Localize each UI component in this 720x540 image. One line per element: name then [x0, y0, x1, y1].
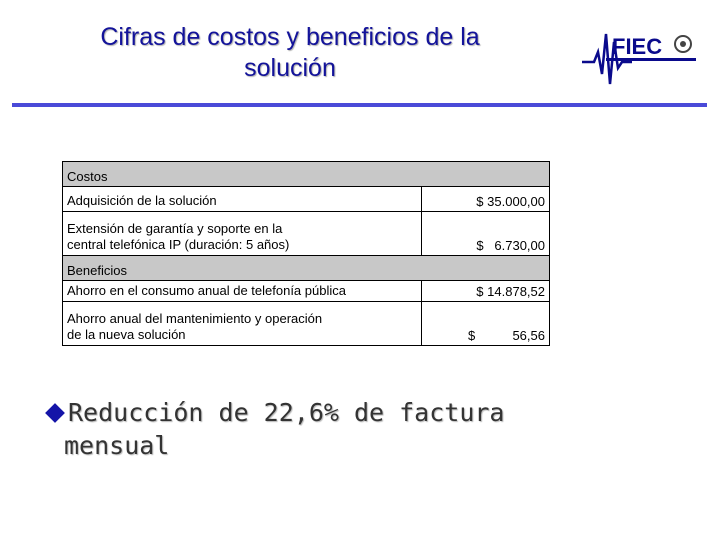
row-description-line-1: Extensión de garantía y soporte en la	[67, 221, 283, 236]
logo-text: FIEC	[612, 34, 663, 59]
row-description	[63, 187, 422, 212]
row-description-line-1: Ahorro en el consumo anual de telefonía pública	[67, 283, 346, 298]
title-divider	[12, 103, 707, 107]
cost-benefit-table	[62, 161, 550, 346]
row-amount	[422, 212, 550, 256]
row-amount	[422, 187, 550, 212]
diamond-bullet-icon	[45, 403, 65, 423]
row-description-line-2: de la nueva solución	[67, 327, 186, 342]
costs-header-cell: Costos	[63, 162, 550, 187]
amount-value: 56,56	[512, 328, 545, 343]
table-row	[63, 187, 550, 212]
amount-value: 14.878,52	[487, 284, 545, 299]
fiec-logo	[580, 22, 700, 90]
currency-symbol: $	[476, 284, 484, 299]
row-description-line-1: Ahorro anual del mantenimiento y operación	[67, 311, 323, 326]
bullet-line-1: Reducción de 22,6% de factura	[68, 398, 505, 427]
currency-symbol: $	[476, 238, 484, 253]
slide-title	[40, 22, 540, 84]
row-amount	[422, 281, 550, 302]
currency-symbol: $	[476, 194, 484, 209]
bullet-line-2: mensual	[64, 431, 170, 460]
benefits-header-cell: Beneficios	[63, 256, 550, 281]
table-row	[63, 281, 550, 302]
row-description	[63, 302, 422, 346]
amount-value: 6.730,00	[494, 238, 545, 253]
row-description-line-2: central telefónica IP (duración: 5 años)	[67, 237, 290, 252]
table-row	[63, 212, 550, 256]
amount-value: 35.000,00	[487, 194, 545, 209]
row-description-line-1: Adquisición de la solución	[67, 193, 217, 208]
row-description	[63, 212, 422, 256]
slide-title-line-2: solución	[244, 54, 336, 82]
table-row	[63, 302, 550, 346]
currency-symbol: $	[468, 328, 476, 343]
slide-title-line-1: Cifras de costos y beneficios de la	[100, 23, 480, 51]
summary-bullet	[44, 396, 644, 462]
row-description	[63, 281, 422, 302]
benefits-section-header	[63, 256, 550, 281]
costs-section-header	[63, 162, 550, 187]
row-amount	[422, 302, 550, 346]
